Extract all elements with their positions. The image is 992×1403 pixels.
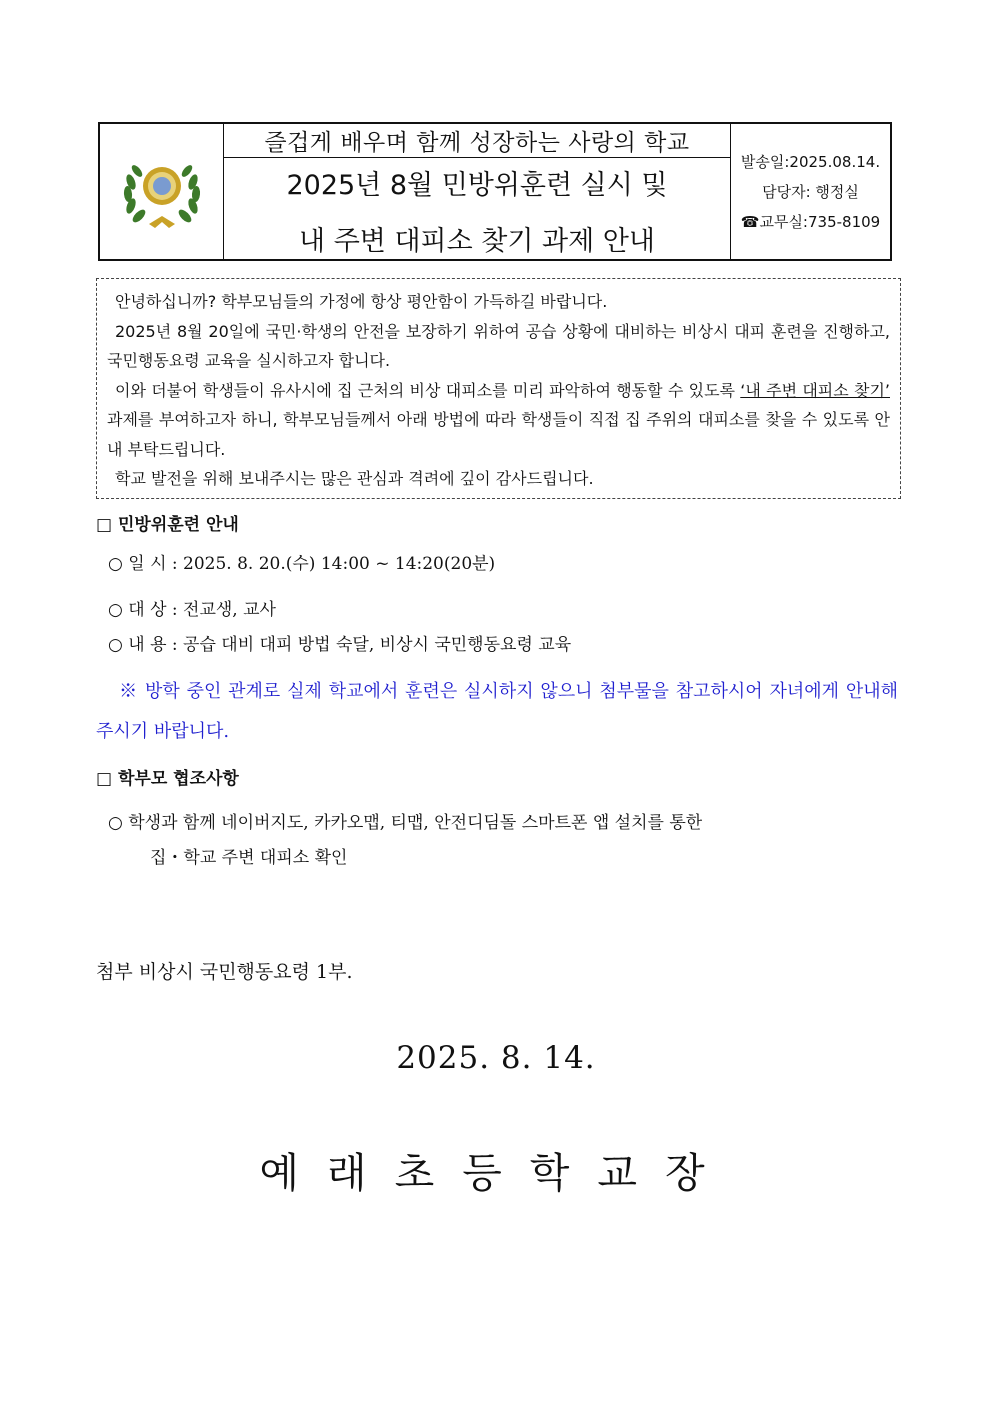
drill-item-content: ○ 내 용 : 공습 대비 대피 방법 숙달, 비상시 국민행동요령 교육 [108, 635, 572, 655]
title-line-2: 내 주변 대피소 찾기 과제 안내 [299, 226, 655, 257]
school-emblem [100, 124, 224, 259]
signer: 예래초등학교장 [259, 1149, 733, 1197]
drill-item-target: ○ 대 상 : 전교생, 교사 [108, 600, 276, 620]
drill-item-time: ○ 일 시 : 2025. 8. 20.(수) 14:00 ~ 14:20(20분) [108, 554, 496, 574]
intro-box [96, 278, 901, 499]
title-line-1: 2025년 8월 민방위훈련 실시 및 [286, 170, 668, 201]
intro-paragraph-2: 2025년 8월 20일에 국민·학생의 안전을 보장하기 위하여 공습 상황에 대비하는 비상시 대피 훈련을 진행하고, 국민행동요령 교육을 실시하고자 합니다. [107, 321, 890, 370]
task-name: ‘내 주변 대피소 찾기’ [740, 380, 890, 400]
meta-cell [731, 124, 890, 259]
intro-paragraph-1: 안녕하십니까? 학부모님들의 가정에 항상 평안함이 가득하길 바랍니다. [115, 292, 608, 311]
intro-paragraph-3b: 과제를 부여하고자 하니, 학부모님들께서 아래 방법에 따라 학생들이 직접 집 주위의 대피소를 찾을 수 있도록 안내 부탁드립니다. [107, 410, 890, 459]
header-table [98, 122, 892, 261]
intro-paragraph-3a: 이와 더불어 학생들이 유사시에 집 근처의 비상 대피소를 미리 파악하여 행동할 수 있도록 [115, 380, 735, 400]
laurel-emblem-icon [119, 152, 205, 232]
section-title-cooperation: □ 학부모 협조사항 [96, 769, 239, 789]
title-cell [224, 124, 731, 259]
document-date: 2025. 8. 14. [396, 1040, 596, 1076]
sent-date: 발송일:2025.08.14. [740, 152, 881, 171]
attachment: 첨부 비상시 국민행동요령 1부. [96, 961, 353, 983]
school-motto: 즐겁게 배우며 함께 성장하는 사랑의 학교 [224, 124, 730, 158]
document-title [224, 158, 730, 270]
section-title-drill: □ 민방위훈련 안내 [96, 515, 239, 535]
cooperation-item-line-2: 집・학교 주변 대피소 확인 [150, 848, 348, 868]
intro-paragraph-3 [107, 376, 890, 465]
manager: 담당자: 행정실 [762, 182, 859, 201]
intro-paragraph-4: 학교 발전을 위해 보내주시는 많은 관심과 격려에 깊이 감사드립니다. [115, 469, 594, 488]
drill-note [96, 672, 898, 752]
drill-note-text: ※ 방학 중인 관계로 실제 학교에서 훈련은 실시하지 않으니 첨부물을 참고하시어 자녀에게 안내해 주시기 바랍니다. [96, 681, 898, 742]
cooperation-item-line-1: ○ 학생과 함께 네이버지도, 카카오맵, 티맵, 안전디딤돌 스마트폰 앱 설치를 통한 [108, 813, 703, 833]
phone: ☎교무실:735-8109 [740, 212, 881, 231]
